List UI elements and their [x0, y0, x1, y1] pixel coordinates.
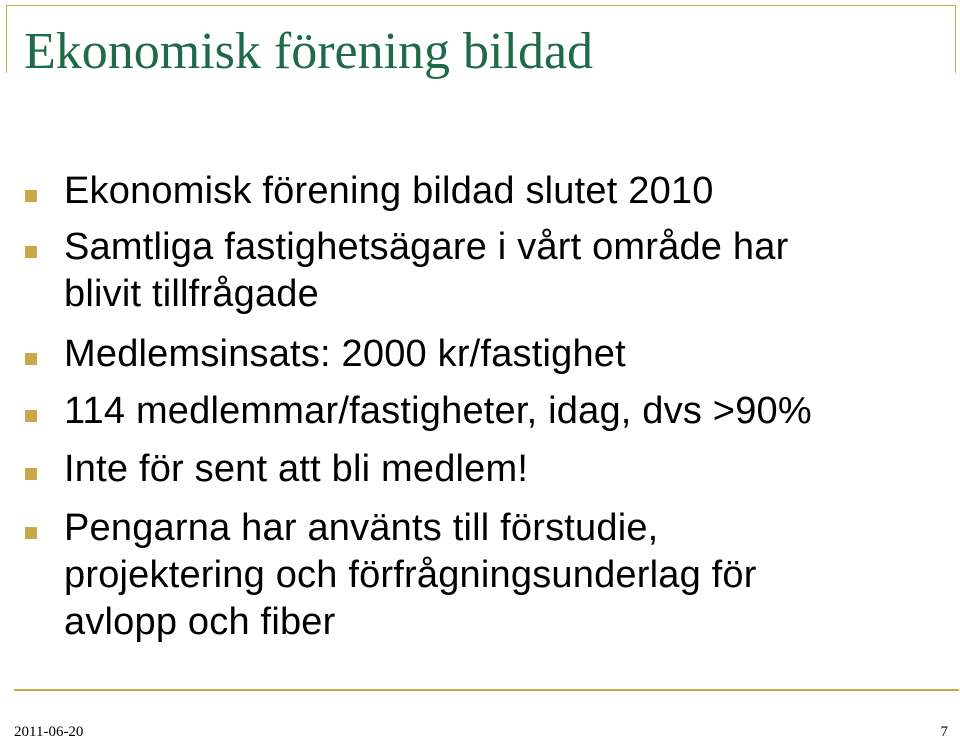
bullet-text — [64, 446, 934, 493]
square-bullet-icon — [25, 410, 37, 422]
square-bullet-icon — [25, 246, 37, 258]
square-bullet-icon — [25, 353, 37, 365]
right-frame-line — [955, 5, 956, 73]
bullet-line: Samtliga fastighetsägare i vårt område har — [64, 226, 789, 268]
bullet-line: Pengarna har använts till förstudie, — [64, 507, 659, 549]
footer-date: 2011-06-20 — [14, 724, 84, 740]
bullet-line: Ekonomisk förening bildad slutet 2010 — [64, 170, 714, 212]
footer-divider — [14, 689, 959, 691]
bullet-line: 114 medlemmar/fastigheter, idag, dvs >90% — [64, 390, 812, 432]
bullet-text — [64, 331, 934, 378]
square-bullet-icon — [25, 190, 37, 202]
square-bullet-icon — [25, 527, 37, 539]
left-frame-line — [6, 5, 7, 73]
bullet-line: Inte för sent att bli medlem! — [64, 448, 529, 490]
bullet-text — [64, 168, 934, 215]
bullet-line: avlopp och fiber — [64, 601, 336, 643]
bullet-line: Medlemsinsats: 2000 kr/fastighet — [64, 333, 626, 375]
slide-title: Ekonomisk förening bildad — [24, 23, 594, 80]
bullet-text — [64, 505, 934, 646]
bullet-text — [64, 224, 934, 318]
bullet-line: projektering och förfrågningsunderlag för — [64, 554, 757, 596]
bullet-line: blivit tillfrågade — [64, 273, 319, 315]
square-bullet-icon — [25, 468, 37, 480]
slide-number: 7 — [940, 724, 948, 740]
bullet-text — [64, 388, 934, 435]
top-frame-line — [6, 5, 955, 6]
